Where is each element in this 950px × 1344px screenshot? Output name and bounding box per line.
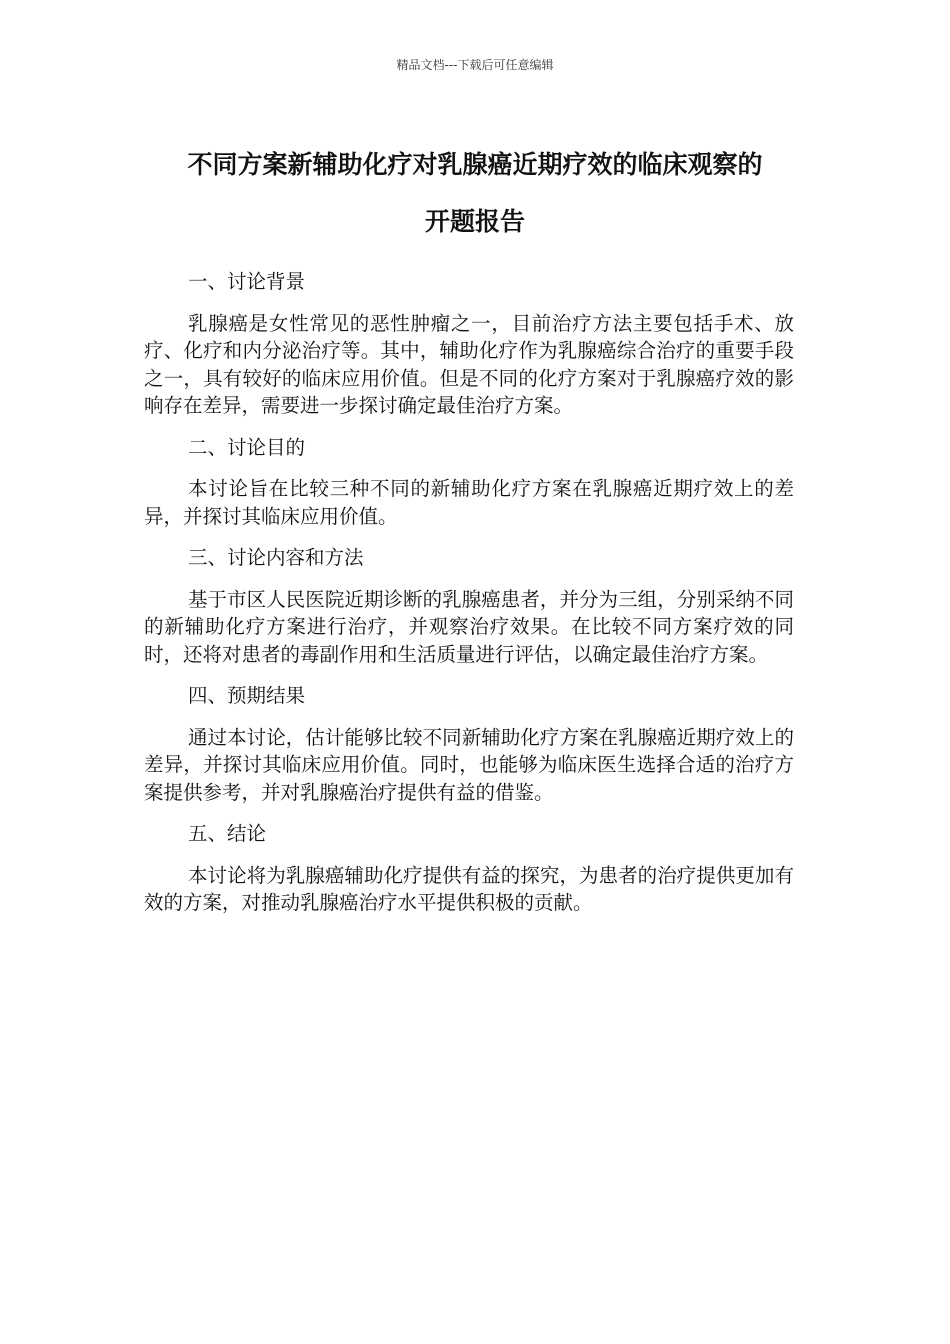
section-heading-purpose: 二、讨论目的 <box>188 435 306 459</box>
document-body <box>144 268 794 931</box>
document-title <box>130 136 820 250</box>
section-heading-expected-results: 四、预期结果 <box>188 684 306 707</box>
section-paragraph-methods: 基于市区人民医院近期诊断的乳腺癌患者，并分为三组，分别采纳不同的新辅助化疗方案进行治疗，并观察治疗效果。在比较不同方案疗效的同时，还将对患者的毒副作用和生活质量进行评估，以确定最佳治疗方案。 <box>144 587 794 666</box>
title-line-2: 开题报告 <box>424 207 525 236</box>
section-paragraph-conclusion: 本讨论将为乳腺癌辅助化疗提供有益的探究，为患者的治疗提供更加有效的方案，对推动乳腺癌治疗水平提供积极的贡献。 <box>144 863 794 914</box>
section-heading-conclusion: 五、结论 <box>188 822 267 845</box>
section-heading-background: 一、讨论背景 <box>188 270 306 293</box>
header-note: 精品文档---下载后可任意编辑 <box>396 58 554 72</box>
section-heading-methods: 三、讨论内容和方法 <box>188 546 364 569</box>
section-paragraph-background: 乳腺癌是女性常见的恶性肿瘤之一，目前治疗方法主要包括手术、放疗、化疗和内分泌治疗等。其中，辅助化疗作为乳腺癌综合治疗的重要手段之一，具有较好的临床应用价值。但是不同的化疗方案对于乳腺癌疗效的影响存在差异，需要进一步探讨确定最佳治疗方案。 <box>144 311 794 417</box>
section-paragraph-expected-results: 通过本讨论，估计能够比较不同新辅助化疗方案在乳腺癌近期疗效上的差异，并探讨其临床应用价值。同时，也能够为临床医生选择合适的治疗方案提供参考，并对乳腺癌治疗提供有益的借鉴。 <box>144 725 794 804</box>
title-line-1: 不同方案新辅助化疗对乳腺癌近期疗效的临床观察的 <box>187 150 763 179</box>
section-paragraph-purpose: 本讨论旨在比较三种不同的新辅助化疗方案在乳腺癌近期疗效上的差异，并探讨其临床应用价值。 <box>144 477 794 528</box>
